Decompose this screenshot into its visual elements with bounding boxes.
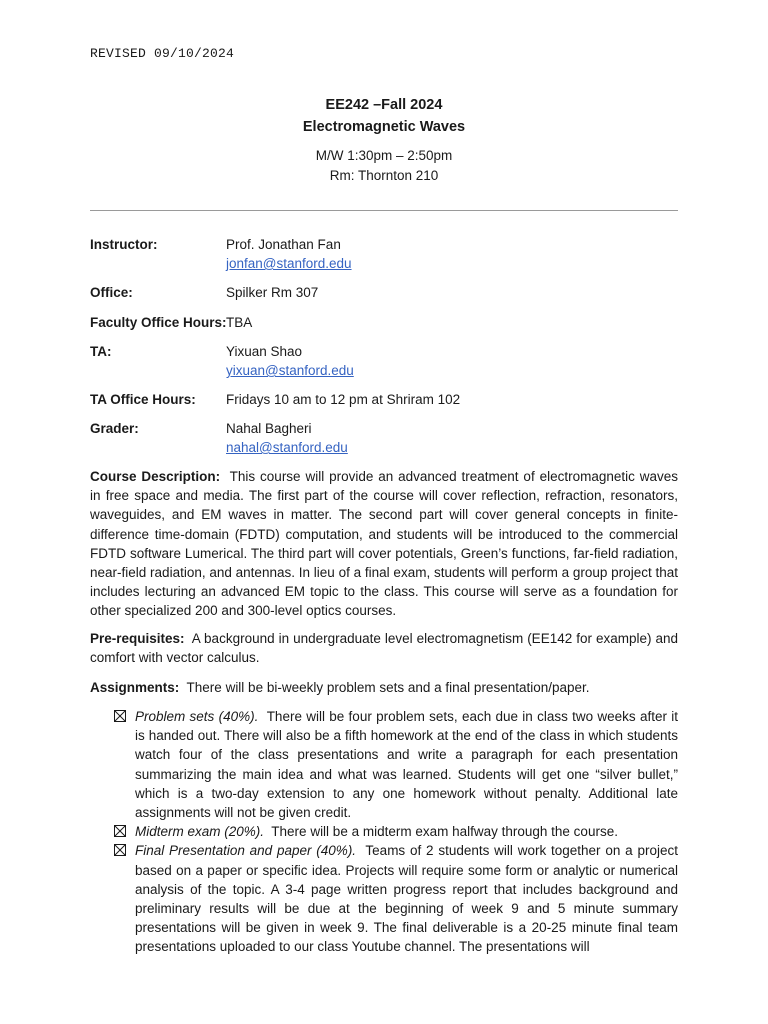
grader-email-link[interactable]: nahal@stanford.edu — [226, 440, 348, 455]
assignments-text: There will be bi-weekly problem sets and a final presentation/paper. — [186, 680, 590, 695]
course-schedule: M/W 1:30pm – 2:50pm — [315, 148, 453, 163]
instructor-email-link[interactable]: jonfan@stanford.edu — [226, 256, 352, 271]
ta-label: TA: — [90, 344, 112, 359]
grader-label: Grader: — [90, 421, 139, 436]
ta-name: Yixuan Shao — [226, 344, 303, 359]
list-item — [112, 841, 678, 956]
instructor-label: Instructor: — [90, 237, 158, 252]
divider — [90, 210, 678, 211]
assignments-intro — [90, 678, 678, 697]
course-description — [90, 467, 678, 621]
list-item-text: There will be a midterm exam halfway through the course. — [271, 824, 618, 840]
list-item-title: Final Presentation and paper (40%). — [135, 843, 357, 859]
course-description-label: Course Description: — [90, 469, 221, 484]
list-item-text: There will be four problem sets, each due in class two weeks after it is handed out. There will also be a fifth homework at the end of the class in which students watch four of the class presentations and write a paragraph for each presentation summarizing the main idea and what was learned. Students will get one “silver bullet,” which is a two-day extension to any one homework without penalty. Additional late assignments will not be given credit. — [135, 709, 679, 821]
office-label: Office: — [90, 285, 133, 300]
list-item-title: Problem sets (40%). — [135, 709, 259, 724]
checkbox-icon — [114, 710, 126, 722]
checkbox-icon — [114, 825, 126, 837]
course-room: Rm: Thornton 210 — [329, 168, 439, 183]
prerequisites-label: Pre-requisites: — [90, 631, 185, 646]
checkbox-icon — [114, 844, 126, 856]
title-block — [90, 94, 678, 186]
faculty-hours-value: TBA — [226, 315, 253, 330]
ta-hours-value: Fridays 10 am to 12 pm at Shriram 102 — [226, 392, 461, 407]
list-item-text: Teams of 2 students will work together on a project based on a paper or specific idea. Projects will require some form or analytic or numerical analysis of the topic. A 3-4 page written progress report that includes background and preliminary results will be due at the beginning of week 9 and 5 minute summary presentations will be given in week 9. The final deliverable is a 20-25 minute final team presentations uploaded to our class Youtube channel. The presentations will — [135, 843, 678, 955]
grader-name: Nahal Bagheri — [226, 421, 312, 436]
list-item — [112, 707, 678, 822]
ta-hours-label: TA Office Hours: — [90, 392, 196, 407]
faculty-hours-label: Faculty Office Hours: — [90, 315, 227, 330]
list-item — [112, 822, 678, 841]
course-title: Electromagnetic Waves — [302, 119, 466, 135]
instructor-name: Prof. Jonathan Fan — [226, 237, 341, 252]
revised-date: REVISED 09/10/2024 — [90, 46, 235, 61]
prerequisites-text: A background in undergraduate level electromagnetism (EE142 for example) and comfort with vector calculus. — [90, 631, 678, 666]
list-item-title: Midterm exam (20%). — [135, 824, 265, 840]
office-value: Spilker Rm 307 — [226, 285, 319, 300]
prerequisites — [90, 629, 678, 667]
course-number: EE242 –Fall 2024 — [325, 97, 443, 113]
course-description-text: This course will provide an advanced treatment of electromagnetic waves in free space and media. The first part of the course will cover reflection, refraction, resonators, waveguides, and EM waves in matter. The second part will cover general concepts in finite-difference time-domain (FDTD) computation, and students will be introduced to the commercial FDTD software Lumerical. The third part will cover potentials, Green’s functions, far-field radiation, near-field radiation, and antennas. In lieu of a final exam, students will perform a group project that includes lecturing an advanced EM topic to the class. This course will serve as a foundation for other specialized 200 and 300-level optics courses. — [90, 469, 679, 619]
assignments-label: Assignments: — [90, 680, 180, 695]
ta-email-link[interactable]: yixuan@stanford.edu — [226, 363, 354, 378]
assignment-list — [112, 707, 678, 957]
